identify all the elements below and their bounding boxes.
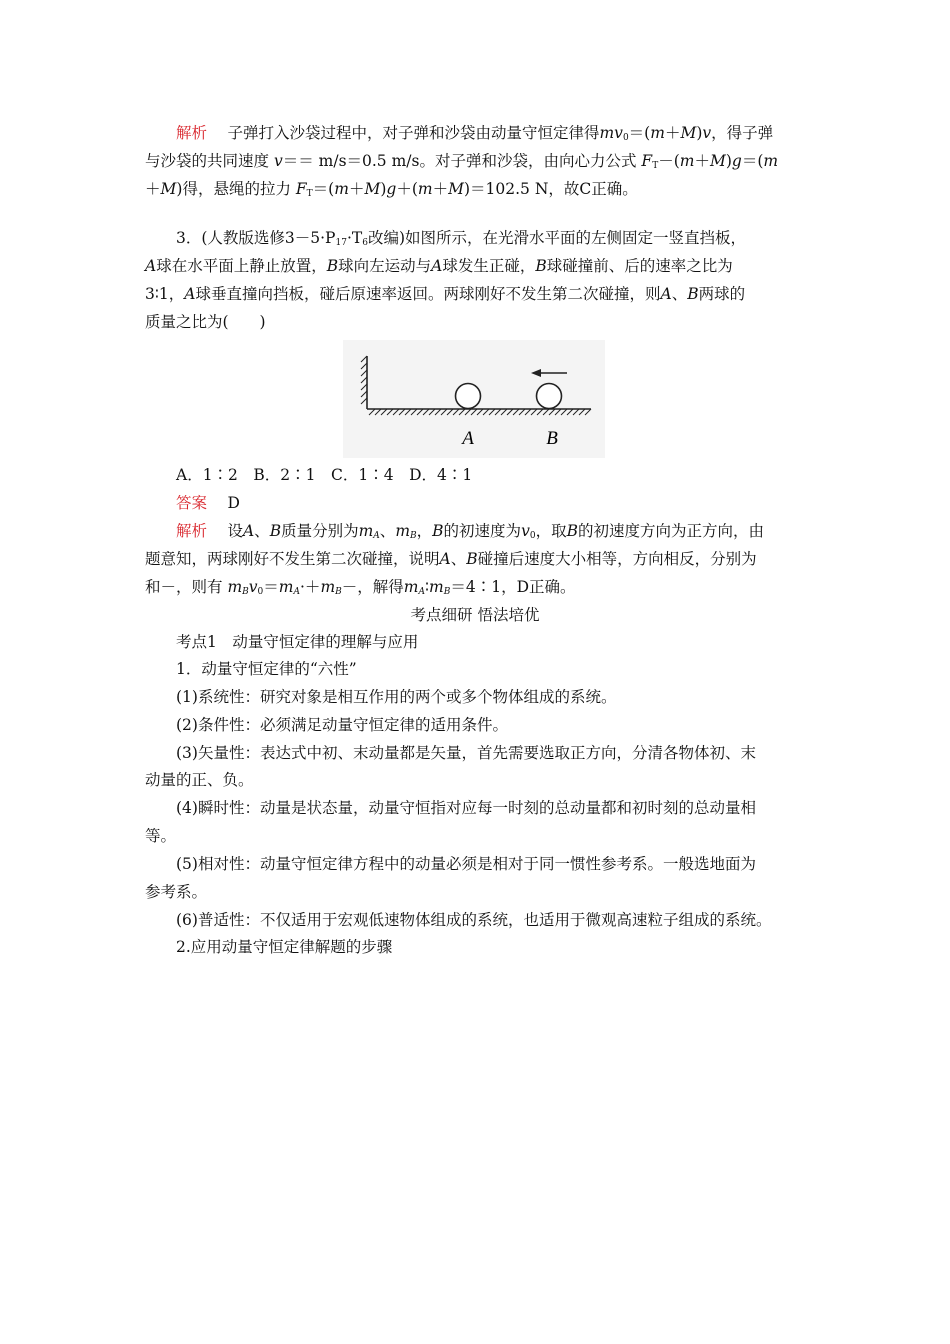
paragraph-line: 解析 设A、B质量分别为$m_A$、$m_B$，B的初速度为$v_0$，取B的初速度方向为正方向，由: [176, 522, 764, 541]
list-item-cont: 参考系。: [145, 883, 208, 901]
paragraph-line: 解析 子弹打入沙袋过程中，对子弹和沙袋由动量守恒定律得$mv_0=(m+M)v$，得子弹: [176, 124, 774, 143]
list-item-cont: 等。: [145, 827, 177, 845]
collision-figure: [343, 340, 605, 458]
analysis-label: 解析: [176, 124, 208, 142]
answer-line: [176, 492, 240, 514]
answer-value: D: [227, 494, 240, 512]
list-item-cont: 动量的正、负。: [145, 771, 254, 789]
question-line: 3．(人教版选修$3-5\cdot P_{17}\cdot T_6$改编)如图所示，在光滑水平面的左侧固定一竖直挡板，: [176, 229, 747, 248]
ball-a: [456, 384, 481, 409]
kaodian-heading: 考点1 动量守恒定律的理解与应用: [176, 633, 419, 651]
list-item: (3)矢量性：表达式中初、末动量都是矢量，首先需要选取正方向，分清各物体初、末: [176, 744, 756, 762]
list-item: (6)普适性：不仅适用于宏观低速物体组成的系统，也适用于微观高速粒子组成的系统。: [176, 911, 772, 929]
paragraph-line: 与沙袋的共同速度 v＝＝ m/s＝0.5 m/s。对子弹和沙袋，由向心力公式 $F_T-(m+M)g=(m$: [145, 152, 779, 171]
list-item: (4)瞬时性：动量是状态量，动量守恒指对应每一时刻的总动量都和初时刻的总动量相: [176, 799, 756, 817]
list-item: (1)系统性：研究对象是相互作用的两个或多个物体组成的系统。: [176, 688, 617, 706]
collision-diagram: [343, 340, 605, 458]
analysis-label: 解析: [176, 522, 208, 540]
paragraph-line: 题意知，两球刚好不发生第二次碰撞，说明A、B碰撞后速度大小相等，方向相反，分别为: [145, 550, 757, 568]
list-item: (5)相对性：动量守恒定律方程中的动量必须是相对于同一惯性参考系。一般选地面为: [176, 855, 756, 873]
label-a: A: [462, 428, 474, 449]
answer-label: 答案: [176, 494, 208, 512]
question-line: 3∶1，A球垂直撞向挡板，碰后原速率返回。两球刚好不发生第二次碰撞，则A、B两球的: [145, 285, 746, 303]
list-item: (2)条件性：必须满足动量守恒定律的适用条件。: [176, 716, 508, 734]
ball-b: [537, 384, 562, 409]
subheading: 1．动量守恒定律的“六性”: [176, 660, 357, 678]
question-line: A球在水平面上静止放置，B球向左运动与A球发生正碰，B球碰撞前、后的速率之比为: [145, 257, 733, 275]
options-line: A．1∶2 B．2∶1 C．1∶4 D．4∶1: [176, 466, 473, 484]
paragraph-line: 和－，则有 $m_Bv_0=m_A\cdot+m_B-$，解得$m_A∶m_B=4∶1$，D正确。: [145, 578, 576, 597]
section-title: 考点细研 悟法培优: [410, 606, 540, 624]
subheading: 2.应用动量守恒定律解题的步骤: [176, 938, 393, 956]
paragraph-line: ＋M)得，悬绳的拉力 $F_T=(m+M)g+(m+M)=102.5$ N，故C正确。: [145, 180, 638, 199]
question-line: 质量之比为( ): [145, 313, 266, 331]
label-b: B: [546, 428, 558, 449]
